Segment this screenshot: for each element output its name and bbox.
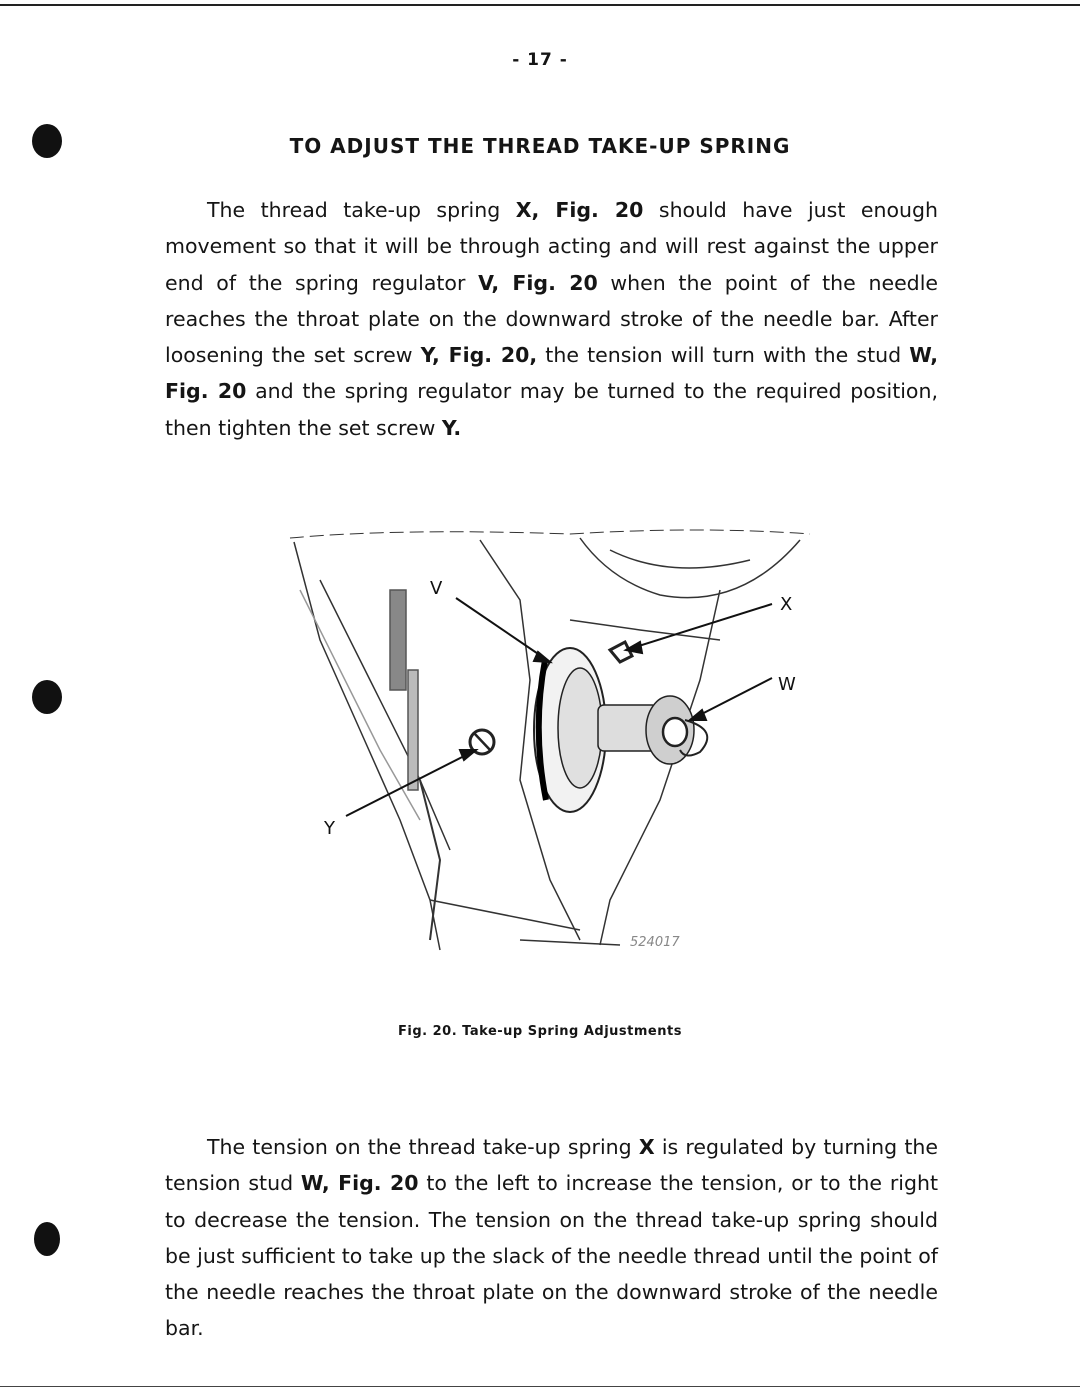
- binder-hole-bottom: [34, 1222, 60, 1256]
- tension-assembly: [470, 642, 707, 812]
- paragraph-adjust-spring: The thread take-up spring X, Fig. 20 should have just enough movement so that it will be through acting and will rest against the upper end of the spring regulator V, Fig. 20 when the point of the needle reaches the throat plate on the downward stroke of the needle bar. After loosening the set screw Y, Fig. 20, the tension will turn with the stud W, Fig. 20 and the spring regulator may be turned to the required position, then tighten the set screw Y.: [165, 198, 938, 440]
- figure-caption: Fig. 20. Take-up Spring Adjustments: [398, 1024, 682, 1039]
- label-x: X: [780, 594, 793, 615]
- bottom-rule: [0, 1386, 1080, 1387]
- figure-code: 524017: [630, 935, 680, 950]
- label-w: W: [778, 674, 796, 695]
- paragraph-tension: The tension on the thread take-up spring X is regulated by turning the tension stud W, Fig. 20 to the left to increase the tension, or to the right to decrease the tension. The tension on the thread take-up spring should be just sufficient to take up the slack of the needle thread until the point of the needle reaches the throat plate on the downward stroke of the needle bar.: [165, 1135, 938, 1341]
- label-v: V: [430, 578, 443, 599]
- figure-take-up-spring: [280, 520, 820, 960]
- label-y: Y: [324, 818, 335, 839]
- binder-hole-middle: [32, 680, 62, 714]
- top-rule: [0, 4, 1080, 6]
- page-number: - 17 -: [512, 50, 568, 70]
- section-heading: TO ADJUST THE THREAD TAKE-UP SPRING: [289, 134, 791, 158]
